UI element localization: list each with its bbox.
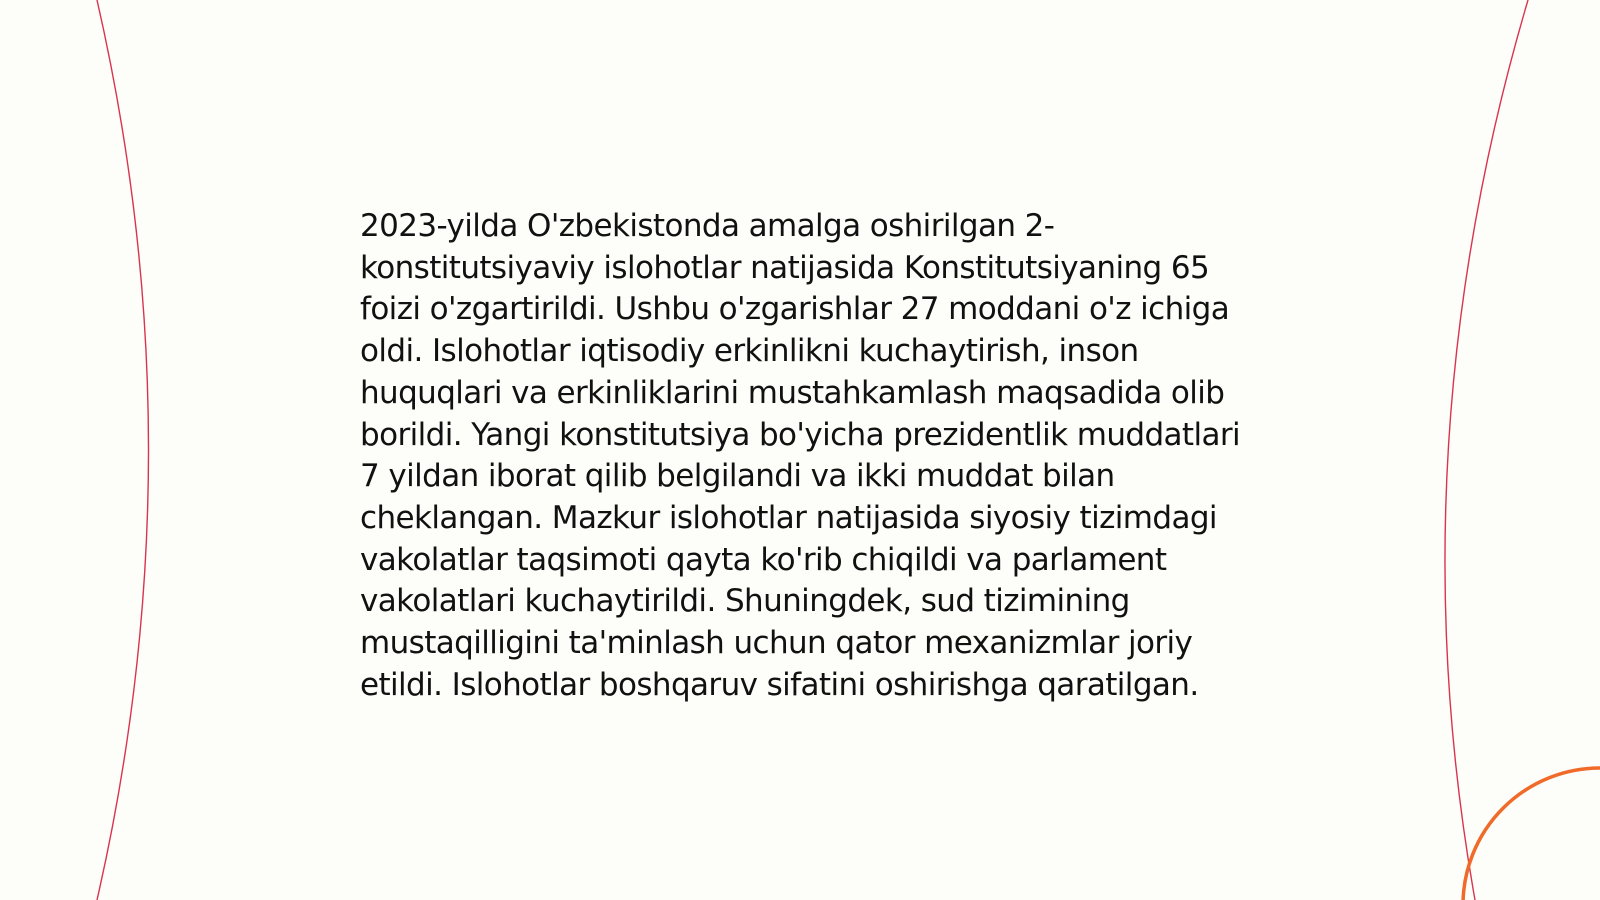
slide-body-text: 2023-yilda O'zbekistonda amalga oshirilgan 2-konstitutsiyaviy islohotlar natijasida Konstitutsiyaning 65 foizi o'zgartirildi. Ushbu o'zgarishlar 27 moddani o'z ichiga oldi. Islohotlar iqtisodiy erkinlikni kuchaytirish, inson huquqlari va erkinliklarini mustahkamlash maqsadida olib borildi. Yangi konstitutsiya bo'yicha prezidentlik muddatlari 7 yildan iborat qilib belgilandi va ikki muddat bilan cheklangan. Mazkur islohotlar natijasida siyosiy tizimdagi vakolatlar taqsimoti qayta ko'rib chiqildi va parlament vakolatlari kuchaytirildi. Shuningdek, sud tizimining mustaqilligini ta'minlash uchun qator mexanizmlar joriy etildi. Islohotlar boshqaruv sifatini oshirishga qaratilgan.	[360, 208, 1241, 703]
orange-circle-outline	[1463, 768, 1600, 900]
right-curve-line	[1445, 0, 1528, 900]
left-curve-line	[97, 0, 149, 900]
